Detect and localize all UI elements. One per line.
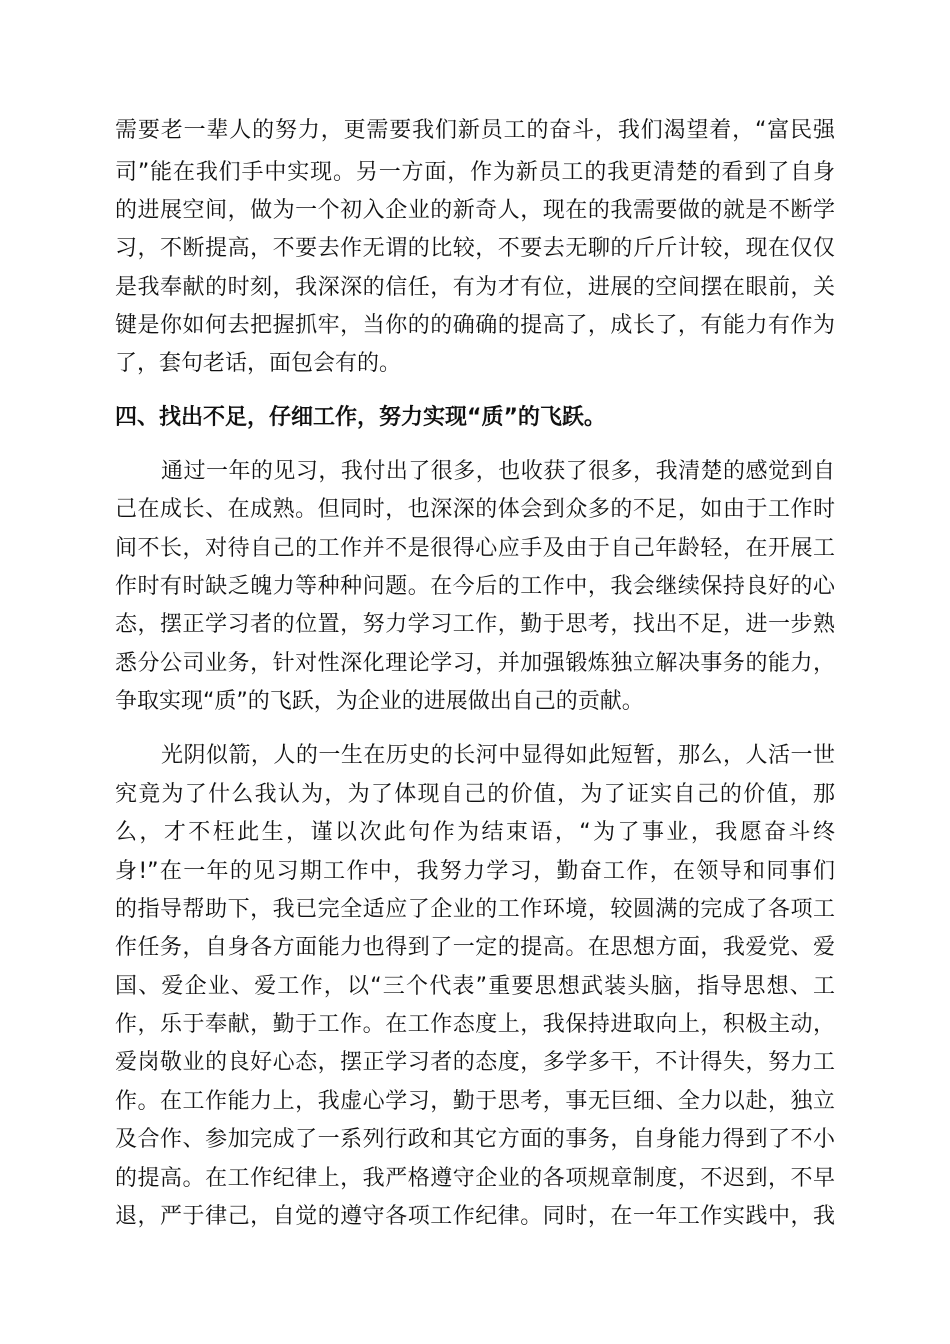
text-line: 需要老一辈人的努力，更需要我们新员工的奋斗，我们渴望着，“富民强 bbox=[115, 118, 835, 143]
text-line: 的进展空间，做为一个初入企业的新奇人，现在的我需要做的就是不断学 bbox=[115, 198, 835, 223]
text-line: 退，严于律己，自觉的遵守各项工作纪律。同时，在一年工作实践中，我 bbox=[115, 1204, 835, 1229]
text-line: 身!”在一年的见习期工作中，我努力学习，勤奋工作，在领导和同事们 bbox=[115, 859, 835, 884]
text-line: 了，套句老话，面包会有的。 bbox=[115, 351, 402, 376]
text-line: 国、爱企业、爱工作，以“三个代表”重要思想武装头脑，指导思想、工 bbox=[115, 974, 835, 999]
text-line: 的指导帮助下，我已完全适应了企业的工作环境，较圆满的完成了各项工 bbox=[115, 897, 835, 922]
text-line: 及合作、参加完成了一系列行政和其它方面的事务，自身能力得到了不小 bbox=[115, 1127, 835, 1152]
text-line: 键是你如何去把握抓牢，当你的的确确的提高了，成长了，有能力有作为 bbox=[115, 313, 835, 338]
text-line: 爱岗敬业的良好心态，摆正学习者的态度，多学多干，不计得失，努力工 bbox=[115, 1050, 835, 1075]
text-line: 究竟为了什么我认为，为了体现自己的价值，为了证实自己的价值，那 bbox=[115, 782, 835, 807]
text-line: 作时有时缺乏魄力等种种问题。在今后的工作中，我会继续保持良好的心 bbox=[115, 574, 835, 599]
text-line: 通过一年的见习，我付出了很多，也收获了很多，我清楚的感觉到自 bbox=[161, 459, 835, 484]
text-line: 作任务，自身各方面能力也得到了一定的提高。在思想方面，我爱党、爱 bbox=[115, 935, 835, 960]
text-line: 的提高。在工作纪律上，我严格遵守企业的各项规章制度，不迟到，不早 bbox=[115, 1166, 835, 1191]
text-line: 么，才不枉此生，谨以次此句作为结束语，“为了事业，我愿奋斗终 bbox=[115, 820, 835, 845]
text-line: 己在成长、在成熟。但同时，也深深的体会到众多的不足，如由于工作时 bbox=[115, 497, 835, 522]
text-line: 习，不断提高，不要去作无谓的比较，不要去无聊的斤斤计较，现在仅仅 bbox=[115, 236, 835, 261]
text-line: 态，摆正学习者的位置，努力学习工作，勤于思考，找出不足，进一步熟 bbox=[115, 612, 835, 637]
text-line: 悉分公司业务，针对性深化理论学习，并加强锻炼独立解决事务的能力， bbox=[115, 651, 835, 676]
text-line: 光阴似箭，人的一生在历史的长河中显得如此短暂，那么，人活一世 bbox=[161, 743, 835, 768]
text-line: 作，乐于奉献，勤于工作。在工作态度上，我保持进取向上，积极主动， bbox=[115, 1012, 835, 1037]
text-line: 争取实现“质”的飞跃，为企业的进展做出自己的贡献。 bbox=[115, 689, 644, 714]
text-line: 间不长，对待自己的工作并不是很得心应手及由于自己年龄轻，在开展工 bbox=[115, 536, 835, 561]
section-heading: 四、找出不足，仔细工作，努力实现“质”的飞跃。 bbox=[115, 405, 606, 430]
text-line: 是我奉献的时刻，我深深的信任，有为才有位，进展的空间摆在眼前，关 bbox=[115, 275, 835, 300]
text-line: 司”能在我们手中实现。另一方面，作为新员工的我更清楚的看到了自身 bbox=[115, 160, 835, 185]
text-line: 作。在工作能力上，我虚心学习，勤于思考，事无巨细、全力以赴，独立 bbox=[115, 1089, 835, 1114]
